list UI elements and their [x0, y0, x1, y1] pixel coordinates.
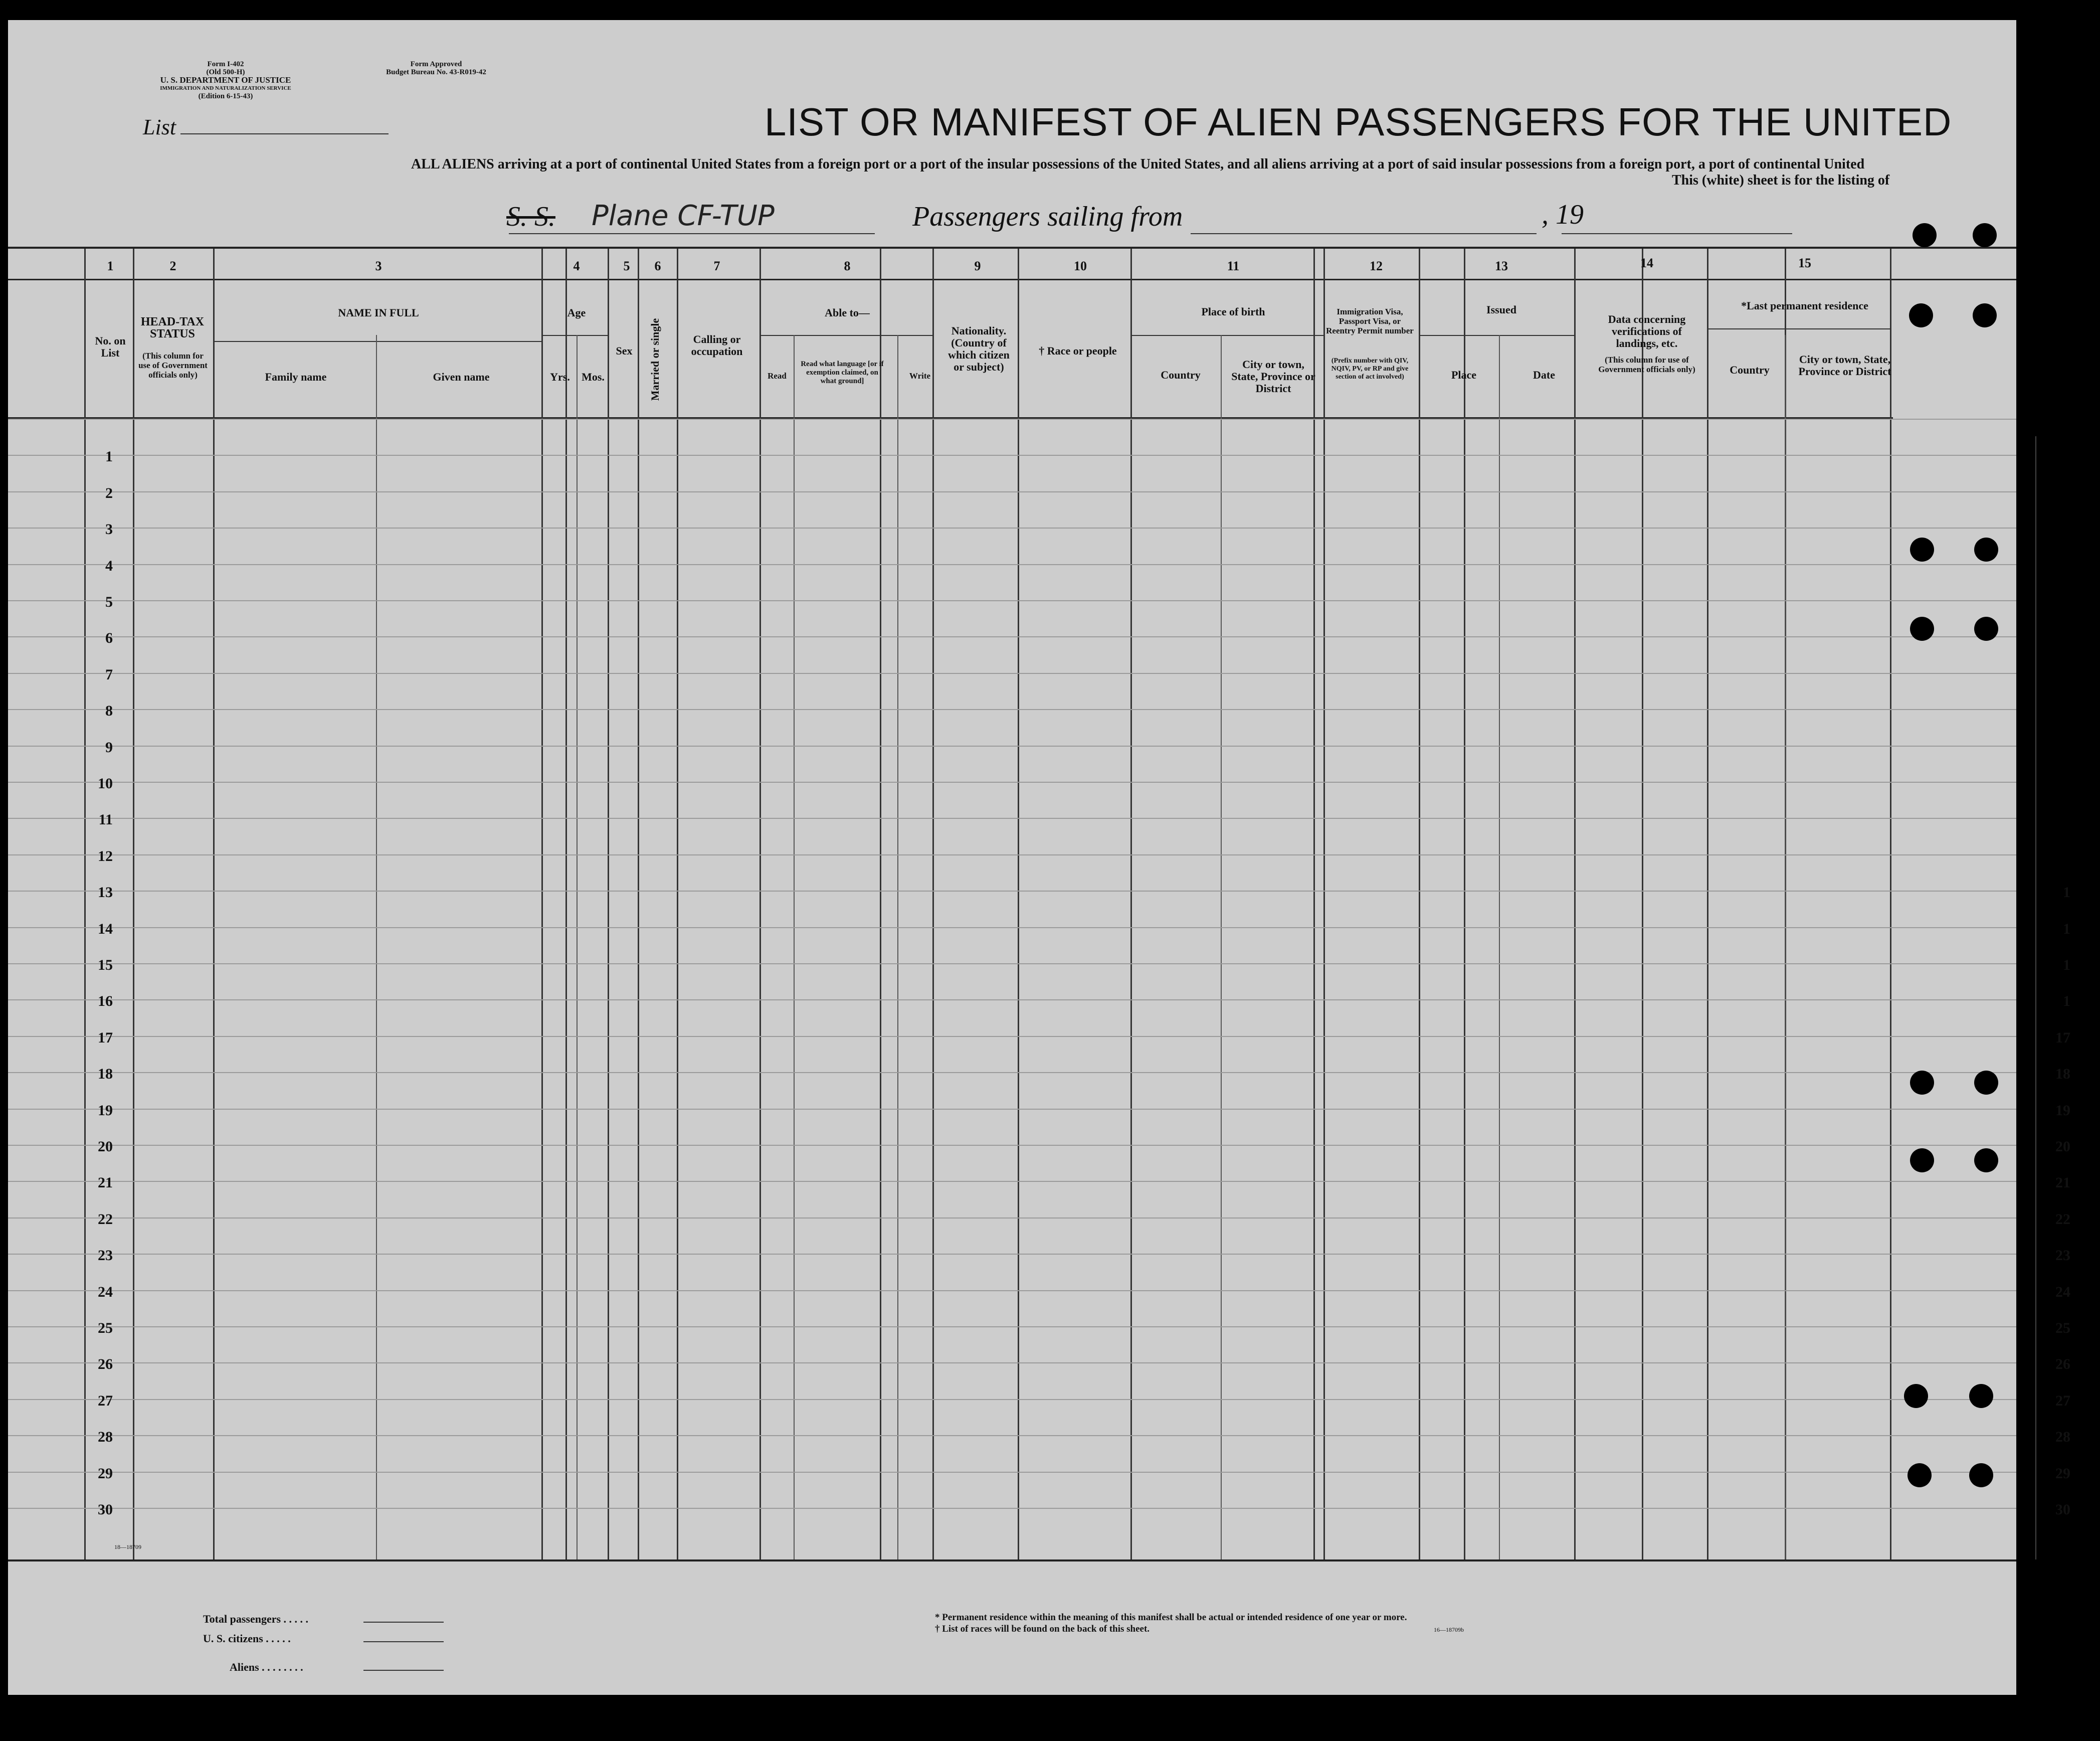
list-blank-line	[180, 133, 389, 134]
header-last-residence: *Last permanent residence	[1741, 299, 1868, 312]
header-issued-date: Date	[1533, 369, 1555, 381]
row-number: 13	[98, 884, 113, 901]
sub-column-line	[794, 335, 795, 1559]
form-id-block	[140, 60, 311, 100]
subtitle-line-1: ALL ALIENS arriving at a port of continental United States from a foreign port or a port of the insular possessions of the United States, and all aliens arriving at a port of said insular possessions from a foreign port, a port of continental United	[411, 156, 1865, 172]
header-yrs: Yrs.	[550, 371, 570, 383]
right-row-number: 27	[2055, 1392, 2070, 1409]
col-number-4: 4	[573, 259, 580, 273]
old-form-number: (Old 500-H)	[206, 68, 245, 76]
budget-block	[361, 60, 511, 76]
row-rule	[8, 854, 2016, 855]
row-rule	[8, 455, 2016, 456]
header-married-single: Married or single	[649, 318, 661, 401]
header-read: Read	[768, 371, 787, 381]
ship-blank-line	[509, 233, 875, 234]
header-given-name: Given name	[433, 371, 490, 383]
sub-column-line	[897, 335, 898, 1559]
row-number: 20	[98, 1138, 113, 1155]
sub-column-line	[376, 335, 377, 1559]
header-family-name: Family name	[265, 371, 327, 383]
row-number: 22	[98, 1211, 113, 1228]
header-subrule	[1419, 335, 1574, 336]
service: IMMIGRATION AND NATURALIZATION SERVICE	[160, 85, 291, 91]
department: U. S. DEPARTMENT OF JUSTICE	[160, 75, 291, 85]
col-number-9: 9	[974, 259, 981, 273]
ship-name-handwritten: Plane CF-TUP	[592, 200, 775, 232]
row-rule	[8, 1109, 2016, 1110]
col-number-13: 13	[1495, 259, 1508, 273]
row-number: 28	[98, 1429, 113, 1445]
total-passengers-label: Total passengers . . . . .	[203, 1613, 309, 1625]
table-bottom-rule	[8, 1559, 2016, 1561]
row-rule	[8, 709, 2016, 710]
right-row-number: 25	[2055, 1320, 2070, 1336]
right-row-number: 17	[2055, 1029, 2070, 1046]
header-mos: Mos.	[582, 371, 605, 383]
right-row-number: 28	[2055, 1429, 2070, 1445]
punch-hole	[1910, 538, 1934, 562]
row-rule	[8, 673, 2016, 674]
row-number: 12	[98, 848, 113, 864]
row-number: 18	[98, 1066, 113, 1082]
header-no-on-list: No. on List	[95, 334, 126, 359]
column-number-rule	[8, 279, 2016, 280]
punch-hole	[1910, 1148, 1934, 1172]
row-number: 26	[98, 1356, 113, 1372]
row-rule	[8, 782, 2016, 783]
subtitle-line-2: This (white) sheet is for the listing of	[1672, 172, 1890, 188]
footnote-races: † List of races will be found on the back of this sheet.	[935, 1624, 1150, 1634]
row-number: 27	[98, 1392, 113, 1409]
row-rule	[8, 600, 2016, 601]
row-number: 6	[105, 630, 113, 646]
right-row-number: 1	[2063, 993, 2070, 1009]
header-birth-city: City or town, State, Province or District	[1231, 358, 1315, 395]
col-number-7: 7	[713, 259, 720, 273]
row-number: 1	[105, 448, 113, 465]
row-number: 19	[98, 1102, 113, 1119]
header-name-in-full: NAME IN FULL	[338, 306, 419, 319]
row-rule	[8, 927, 2016, 928]
row-rule	[8, 1399, 2016, 1400]
col-number-5: 5	[623, 259, 630, 273]
col-number-1: 1	[107, 259, 114, 273]
right-row-number: 21	[2055, 1174, 2070, 1191]
row-number: 7	[105, 666, 113, 683]
header-nationality: Nationality. (Country of which citizen or subject)	[948, 324, 1010, 373]
print-code: 18—18709	[114, 1543, 141, 1550]
punch-hole	[1904, 1384, 1928, 1408]
row-rule	[8, 963, 2016, 964]
punch-hole	[1973, 303, 1997, 327]
row-number: 14	[98, 921, 113, 937]
budget-number: Budget Bureau No. 43-R019-42	[386, 68, 486, 76]
row-rule	[8, 999, 2016, 1000]
row-number: 3	[105, 521, 113, 538]
header-race: † Race or people	[1039, 344, 1117, 357]
sailing-from-blank	[1191, 233, 1537, 234]
row-number: 4	[105, 558, 113, 574]
list-label: List	[143, 115, 176, 139]
manifest-sheet	[8, 20, 2016, 1695]
header-res-country: Country	[1730, 364, 1770, 376]
col-number-12: 12	[1370, 259, 1383, 273]
row-rule	[8, 891, 2016, 892]
header-subrule	[759, 335, 932, 336]
row-number: 21	[98, 1174, 113, 1191]
row-rule	[8, 1362, 2016, 1363]
punch-hole	[1910, 617, 1934, 641]
header-issued: Issued	[1486, 303, 1516, 316]
row-number: 16	[98, 993, 113, 1009]
right-row-number: 23	[2055, 1247, 2070, 1264]
aliens-label: Aliens . . . . . . . .	[230, 1661, 303, 1673]
footnote-residence: * Permanent residence within the meaning of this manifest shall be actual or intended residence of one year or more.	[935, 1612, 1407, 1623]
header-age: Age	[567, 306, 586, 319]
row-number: 8	[105, 703, 113, 719]
punch-hole	[1974, 1071, 1998, 1095]
col-number-15: 15	[1798, 256, 1811, 270]
row-number: 9	[105, 739, 113, 756]
row-rule	[8, 1036, 2016, 1037]
header-read-language: Read what language [or if exemption claimed, on what ground]	[801, 360, 884, 385]
form-number: Form I-402	[207, 60, 244, 68]
sub-column-line	[1785, 335, 1786, 1559]
col-number-11: 11	[1227, 259, 1240, 273]
punch-hole	[1913, 223, 1937, 247]
top-border	[8, 247, 2016, 249]
row-rule	[8, 1435, 2016, 1436]
footer-code: 16—18709b	[1434, 1626, 1464, 1633]
row-number: 5	[105, 594, 113, 610]
punch-hole	[1909, 303, 1933, 327]
page-title: LIST OR MANIFEST OF ALIEN PASSENGERS FOR THE UNITED	[765, 100, 1952, 144]
ss-label: S. S.	[506, 201, 555, 232]
right-row-number: 1	[2063, 921, 2070, 937]
total-passengers-blank	[363, 1622, 444, 1623]
header-issued-place: Place	[1451, 369, 1477, 381]
row-number: 23	[98, 1247, 113, 1264]
row-rule	[8, 1217, 2016, 1218]
right-row-number: 18	[2055, 1066, 2070, 1082]
row-rule	[8, 1181, 2016, 1182]
sailing-from-label: Passengers sailing from	[912, 201, 1183, 232]
punch-hole	[1973, 223, 1997, 247]
row-number: 11	[98, 811, 113, 828]
row-rule	[8, 1254, 2016, 1255]
punch-hole	[1907, 1463, 1932, 1487]
header-visa: Immigration Visa, Passport Visa, or Reentry Permit number	[1326, 307, 1414, 335]
row-rule	[8, 1508, 2016, 1509]
header-head-tax-note: (This column for use of Government officials only)	[138, 351, 208, 380]
right-row-number: 22	[2055, 1211, 2070, 1228]
right-row-number: 1	[2063, 957, 2070, 973]
header-res-city: City or town, State, Province or District	[1798, 353, 1891, 378]
row-number: 30	[98, 1501, 113, 1518]
header-data-concerning: Data concerning verifications of landings, etc.	[1608, 313, 1686, 350]
row-number: 24	[98, 1284, 113, 1300]
sub-column-line	[1499, 335, 1500, 1559]
header-able-to: Able to—	[825, 306, 870, 319]
date-blank	[1562, 233, 1792, 234]
punch-hole	[1969, 1384, 1993, 1408]
header-subrule	[1707, 328, 1890, 329]
row-rule	[8, 1472, 2016, 1473]
row-number: 29	[98, 1465, 113, 1482]
row-rule	[8, 564, 2016, 565]
us-citizens-label: U. S. citizens . . . . .	[203, 1632, 291, 1645]
right-row-number: 24	[2055, 1284, 2070, 1300]
row-rule	[8, 528, 2016, 529]
right-row-number: 19	[2055, 1102, 2070, 1119]
form-approved: Form Approved	[410, 60, 462, 68]
punch-hole	[1974, 538, 1998, 562]
row-rule	[8, 491, 2016, 492]
right-row-number: 26	[2055, 1356, 2070, 1372]
col-number-3: 3	[375, 259, 382, 273]
edition: (Edition 6-15-43)	[198, 92, 253, 100]
us-citizens-blank	[363, 1641, 444, 1642]
row-rule	[8, 419, 2016, 420]
row-number: 25	[98, 1320, 113, 1336]
header-head-tax: HEAD-TAX STATUS	[140, 315, 205, 340]
punch-hole	[1974, 1148, 1998, 1172]
header-sex: Sex	[616, 344, 633, 357]
row-number: 10	[98, 775, 113, 792]
header-subrule	[1130, 335, 1323, 336]
right-row-number: 1	[2063, 884, 2070, 901]
right-row-number: 20	[2055, 1138, 2070, 1155]
aliens-blank	[363, 1670, 444, 1671]
header-place-of-birth: Place of birth	[1201, 305, 1265, 318]
row-rule	[8, 636, 2016, 637]
header-subrule	[541, 335, 608, 336]
header-calling: Calling or occupation	[691, 333, 743, 358]
row-number: 17	[98, 1029, 113, 1046]
punch-hole	[1969, 1463, 1993, 1487]
header-data-note: (This column for use of Government officials only)	[1598, 355, 1695, 374]
header-subrule	[213, 341, 541, 342]
col-number-10: 10	[1074, 259, 1087, 273]
col-number-14: 14	[1640, 256, 1653, 270]
sub-column-line	[577, 335, 578, 1559]
right-row-number: 30	[2055, 1501, 2070, 1518]
col-number-8: 8	[844, 259, 851, 273]
year-label: , 19	[1542, 199, 1584, 230]
header-birth-country: Country	[1161, 369, 1201, 381]
row-rule	[8, 1072, 2016, 1073]
col-number-6: 6	[654, 259, 661, 273]
col-number-2: 2	[169, 259, 176, 273]
row-number: 2	[105, 485, 113, 501]
row-rule	[8, 746, 2016, 747]
header-visa-note: (Prefix number with QIV, NQIV, PV, or RP and give section of act involved)	[1331, 357, 1409, 381]
header-write: Write	[909, 371, 931, 381]
sub-column-line	[1221, 335, 1222, 1559]
punch-hole	[1974, 617, 1998, 641]
row-rule	[8, 1290, 2016, 1291]
row-rule	[8, 1145, 2016, 1146]
row-number: 15	[98, 957, 113, 973]
row-rule	[8, 1326, 2016, 1327]
row-rule	[8, 818, 2016, 819]
punch-hole	[1910, 1071, 1934, 1095]
right-row-number: 29	[2055, 1465, 2070, 1482]
